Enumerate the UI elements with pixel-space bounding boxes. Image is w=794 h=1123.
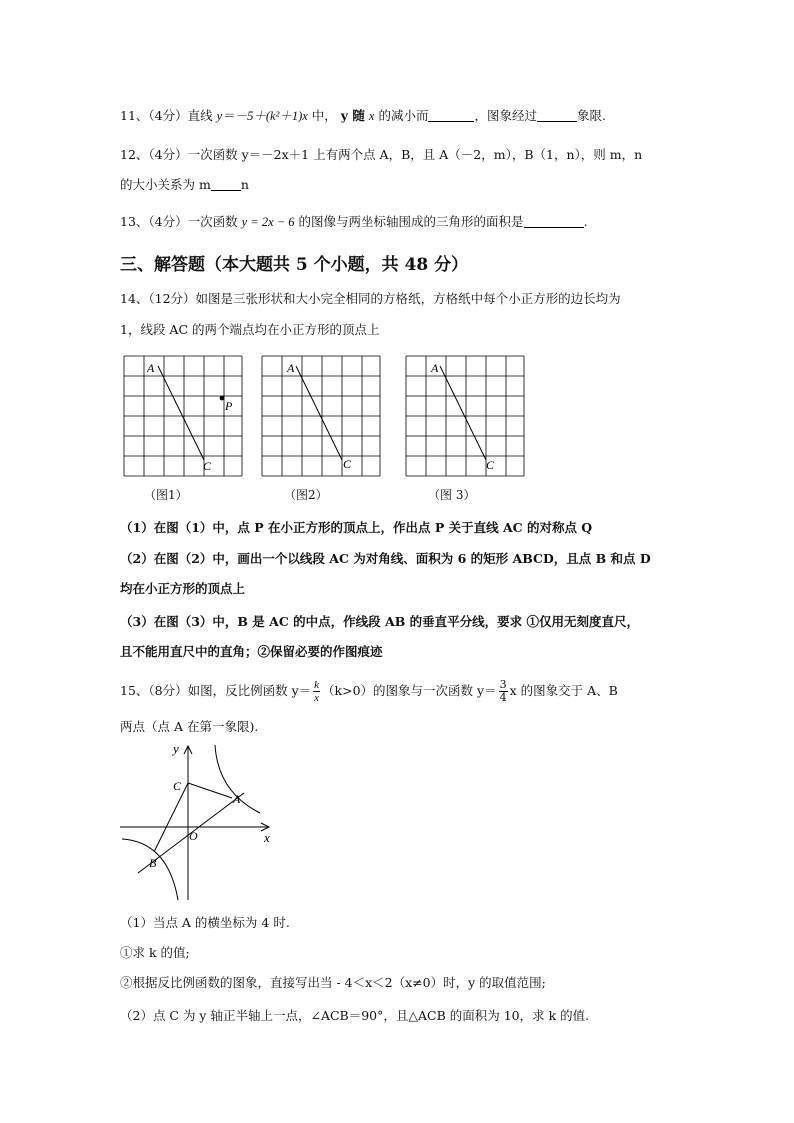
segment-ac bbox=[296, 366, 342, 460]
q15-prefix: 15、（8分）如图，反比例函数 y＝ bbox=[120, 683, 312, 698]
q14-part3a: （3）在图（3）中，B 是 AC 的中点，作线段 AB 的垂直平分线，要求 ①仅用无刻度直尺， bbox=[120, 614, 639, 629]
q15-frac2-den: 4 bbox=[499, 691, 507, 704]
caption-figure-1: （图1） bbox=[144, 488, 188, 502]
label-a: A bbox=[233, 792, 241, 806]
q15-frac1-num: k bbox=[314, 679, 320, 691]
segment-ac bbox=[440, 366, 486, 460]
q15-sub1: ①求 k 的值; bbox=[120, 945, 190, 960]
q14-part2b: 均在小正方形的顶点上 bbox=[120, 581, 246, 596]
answer-blank[interactable] bbox=[524, 215, 584, 228]
q11-mid1b: y 随 bbox=[340, 108, 365, 123]
grid-figure-1 bbox=[118, 352, 248, 480]
grid-figure-2 bbox=[256, 352, 386, 480]
point-p bbox=[220, 396, 225, 401]
answer-blank[interactable] bbox=[537, 109, 577, 122]
caption-figure-3: （图 3） bbox=[428, 488, 476, 502]
q13-prefix: 13、（4分）一次函数 bbox=[120, 214, 238, 229]
q15-line2: 两点（点 A 在第一象限). bbox=[120, 719, 259, 734]
q15-sub2: ②根据反比例函数的图象，直接写出当 - 4＜x＜2（x≠0）时，y 的取值范围; bbox=[120, 975, 546, 990]
q15-part1: （1）当点 A 的横坐标为 4 时. bbox=[120, 915, 290, 930]
question-15-line1 bbox=[120, 678, 618, 704]
q11-suffix: 象限. bbox=[576, 108, 606, 123]
q13-end: . bbox=[583, 214, 588, 229]
q11-mid3: ，图象经过 bbox=[474, 108, 537, 123]
label-a: A bbox=[431, 361, 439, 375]
q14-line2: 1，线段 AC 的两个端点均在小正方形的顶点上 bbox=[120, 322, 380, 337]
label-c: C bbox=[486, 458, 495, 472]
question-12-line1 bbox=[120, 146, 642, 164]
q14-part3b: 且不能用直尺中的直角；②保留必要的作图痕迹 bbox=[120, 644, 383, 659]
question-13 bbox=[120, 213, 588, 231]
q12-line2-prefix: 的大小关系为 m bbox=[120, 177, 211, 192]
section-heading: 三、解答题（本大题共 5 个小题，共 48 分） bbox=[120, 255, 469, 275]
label-y: y bbox=[173, 741, 179, 756]
q13-suffix: 的图像与两坐标轴围成的三角形的面积是 bbox=[298, 214, 524, 229]
q11-formula: y＝－5＋(k²＋1)x bbox=[216, 109, 308, 123]
q13-formula: y = 2x − 6 bbox=[241, 215, 295, 229]
q15-part2: （2）点 C 为 y 轴正半轴上一点，∠ACB＝90°，且△ACB 的面积为 10，求 k 的值. bbox=[120, 1008, 590, 1023]
question-11 bbox=[120, 107, 606, 125]
segment-ac bbox=[158, 366, 204, 460]
fraction-k-over-x bbox=[313, 679, 320, 704]
question-15-line2 bbox=[120, 718, 258, 736]
label-c: C bbox=[343, 457, 352, 471]
q14-line1: 14、（12分）如图是三张形状和大小完全相同的方格纸，方格纸中每个小正方形的边长均为 bbox=[120, 291, 621, 306]
q11-prefix: 11、（4分）直线 bbox=[120, 108, 213, 123]
q12-line2-suffix: n bbox=[240, 177, 249, 192]
label-p: P bbox=[225, 399, 233, 413]
q15-frac1-den: x bbox=[314, 692, 320, 704]
caption-figure-2: （图2） bbox=[284, 488, 328, 502]
q14-part2a: （2）在图（2）中，画出一个以线段 AC 为对角线、面积为 6 的矩形 ABCD，且点 B 和点 D bbox=[120, 551, 651, 566]
label-a: A bbox=[147, 361, 155, 375]
q12-line1: 12、（4分）一次函数 y＝－2x＋1 上有两个点 A，B，且 A（－2，m），B（1，n），则 m，n bbox=[120, 147, 643, 162]
label-o: O bbox=[189, 829, 198, 843]
q11-mid1: 中， bbox=[311, 108, 337, 123]
q15-frac2-num: 3 bbox=[499, 678, 507, 691]
segment-ca bbox=[188, 783, 232, 798]
answer-blank[interactable] bbox=[211, 178, 241, 191]
function-graph bbox=[118, 740, 278, 905]
label-b: B bbox=[149, 856, 157, 870]
q14-part1: （1）在图（1）中，点 P 在小正方形的顶点上，作出点 P 关于直线 AC 的对称点 Q bbox=[120, 520, 593, 535]
grid-figure-3 bbox=[400, 352, 530, 480]
label-c: C bbox=[173, 779, 182, 793]
question-14-line1 bbox=[120, 290, 621, 308]
q15-suffix: x 的图象交于 A、B bbox=[509, 683, 618, 698]
q11-mid2: 的减小而 bbox=[378, 108, 429, 123]
label-x: x bbox=[264, 830, 270, 845]
label-a: A bbox=[287, 361, 295, 375]
question-14-line2 bbox=[120, 321, 380, 339]
question-12-line2 bbox=[120, 176, 249, 194]
q11-xvar: x bbox=[368, 109, 375, 123]
answer-blank[interactable] bbox=[428, 109, 474, 122]
segment-cb bbox=[154, 783, 188, 852]
label-c: C bbox=[203, 459, 212, 473]
q15-mid: （k>0）的图象与一次函数 y＝ bbox=[322, 683, 497, 698]
fraction-3-over-4 bbox=[499, 679, 508, 704]
